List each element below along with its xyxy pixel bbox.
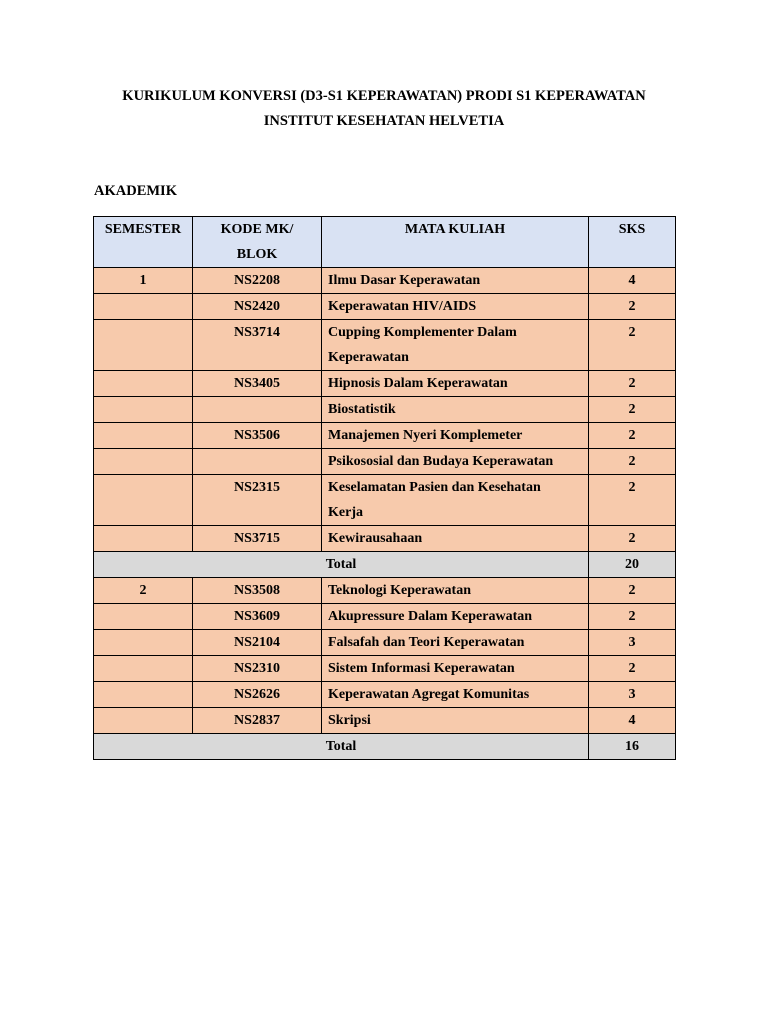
cell-semester xyxy=(94,682,193,708)
cell-semester xyxy=(94,294,193,320)
table-body xyxy=(94,268,676,760)
mata-kuliah-line1: Akupressure Dalam Keperawatan xyxy=(328,609,533,624)
mata-kuliah-line1: Hipnosis Dalam Keperawatan xyxy=(328,376,508,391)
table-row xyxy=(94,708,676,734)
cell-semester xyxy=(94,475,193,526)
header-mata-kuliah: MATA KULIAH xyxy=(322,217,589,268)
total-sks: 20 xyxy=(589,552,676,578)
cell-kode: NS3715 xyxy=(193,526,322,552)
cell-mata-kuliah xyxy=(322,630,589,656)
cell-semester xyxy=(94,708,193,734)
mata-kuliah-line1: Ilmu Dasar Keperawatan xyxy=(328,273,481,288)
table-row xyxy=(94,423,676,449)
header-semester: SEMESTER xyxy=(94,217,193,268)
mata-kuliah-line1: Cupping Komplementer Dalam xyxy=(328,325,517,340)
mata-kuliah-line1: Falsafah dan Teori Keperawatan xyxy=(328,635,525,650)
cell-semester xyxy=(94,656,193,682)
cell-kode: NS2626 xyxy=(193,682,322,708)
cell-sks: 2 xyxy=(589,371,676,397)
cell-mata-kuliah xyxy=(322,397,589,423)
cell-mata-kuliah xyxy=(322,682,589,708)
curriculum-table xyxy=(93,216,676,760)
cell-mata-kuliah xyxy=(322,475,589,526)
mata-kuliah-line1: Keselamatan Pasien dan Kesehatan xyxy=(328,480,541,495)
cell-sks: 2 xyxy=(589,449,676,475)
cell-semester xyxy=(94,630,193,656)
table-row xyxy=(94,475,676,526)
section-title: AKADEMIK xyxy=(94,183,177,199)
mata-kuliah-line1: Psikososial dan Budaya Keperawatan xyxy=(328,454,554,469)
cell-mata-kuliah xyxy=(322,656,589,682)
table-row xyxy=(94,320,676,371)
table-row xyxy=(94,449,676,475)
header-kode-line2: BLOK xyxy=(236,247,278,262)
cell-kode: NS3508 xyxy=(193,578,322,604)
cell-sks: 2 xyxy=(589,526,676,552)
cell-mata-kuliah xyxy=(322,294,589,320)
cell-kode: NS3405 xyxy=(193,371,322,397)
table-row xyxy=(94,371,676,397)
cell-kode: NS2837 xyxy=(193,708,322,734)
document-title-line2: INSTITUT KESEHATAN HELVETIA xyxy=(263,113,505,129)
table-row xyxy=(94,578,676,604)
cell-mata-kuliah xyxy=(322,708,589,734)
cell-sks: 2 xyxy=(589,397,676,423)
mata-kuliah-line2: Kerja xyxy=(328,505,363,520)
table-row xyxy=(94,682,676,708)
mata-kuliah-line1: Keperawatan Agregat Komunitas xyxy=(328,687,530,702)
cell-kode: NS3506 xyxy=(193,423,322,449)
cell-sks: 3 xyxy=(589,630,676,656)
cell-sks: 2 xyxy=(589,320,676,371)
cell-kode: NS2315 xyxy=(193,475,322,526)
total-row xyxy=(94,552,676,578)
cell-semester xyxy=(94,320,193,371)
cell-mata-kuliah xyxy=(322,268,589,294)
mata-kuliah-line1: Teknologi Keperawatan xyxy=(328,583,471,598)
cell-mata-kuliah xyxy=(322,604,589,630)
mata-kuliah-line1: Keperawatan HIV/AIDS xyxy=(328,299,477,314)
mata-kuliah-line1: Manajemen Nyeri Komplemeter xyxy=(328,428,523,443)
cell-mata-kuliah xyxy=(322,423,589,449)
cell-kode: NS2104 xyxy=(193,630,322,656)
document-title-line1: KURIKULUM KONVERSI (D3-S1 KEPERAWATAN) PRODI S1 KEPERAWATAN xyxy=(122,88,646,104)
cell-sks: 2 xyxy=(589,578,676,604)
cell-sks: 2 xyxy=(589,604,676,630)
cell-mata-kuliah xyxy=(322,371,589,397)
cell-kode: NS2420 xyxy=(193,294,322,320)
header-kode-line1: KODE MK/ xyxy=(220,222,294,237)
table-row xyxy=(94,604,676,630)
cell-semester: 1 xyxy=(94,268,193,294)
table-row xyxy=(94,526,676,552)
table-row xyxy=(94,630,676,656)
cell-kode: NS2208 xyxy=(193,268,322,294)
cell-mata-kuliah xyxy=(322,320,589,371)
header-kode xyxy=(193,217,322,268)
cell-semester xyxy=(94,449,193,475)
table-header-row xyxy=(94,217,676,268)
mata-kuliah-line1: Sistem Informasi Keperawatan xyxy=(328,661,515,676)
table-row xyxy=(94,294,676,320)
cell-mata-kuliah xyxy=(322,526,589,552)
table-row xyxy=(94,656,676,682)
cell-sks: 4 xyxy=(589,708,676,734)
cell-kode: NS3609 xyxy=(193,604,322,630)
cell-sks: 2 xyxy=(589,475,676,526)
cell-semester: 2 xyxy=(94,578,193,604)
table-row xyxy=(94,397,676,423)
cell-kode xyxy=(193,397,322,423)
cell-semester xyxy=(94,397,193,423)
mata-kuliah-line2: Keperawatan xyxy=(328,350,409,365)
table-row xyxy=(94,268,676,294)
total-row xyxy=(94,734,676,760)
cell-sks: 3 xyxy=(589,682,676,708)
cell-kode: NS3714 xyxy=(193,320,322,371)
cell-sks: 2 xyxy=(589,294,676,320)
cell-mata-kuliah xyxy=(322,449,589,475)
cell-semester xyxy=(94,526,193,552)
cell-mata-kuliah xyxy=(322,578,589,604)
header-sks: SKS xyxy=(589,217,676,268)
total-label: Total xyxy=(94,734,589,760)
cell-kode xyxy=(193,449,322,475)
mata-kuliah-line1: Kewirausahaan xyxy=(328,531,423,546)
total-label: Total xyxy=(94,552,589,578)
cell-sks: 2 xyxy=(589,423,676,449)
cell-sks: 4 xyxy=(589,268,676,294)
mata-kuliah-line1: Skripsi xyxy=(328,713,371,728)
cell-semester xyxy=(94,371,193,397)
cell-semester xyxy=(94,604,193,630)
mata-kuliah-line1: Biostatistik xyxy=(328,402,396,417)
total-sks: 16 xyxy=(589,734,676,760)
cell-semester xyxy=(94,423,193,449)
cell-kode: NS2310 xyxy=(193,656,322,682)
cell-sks: 2 xyxy=(589,656,676,682)
